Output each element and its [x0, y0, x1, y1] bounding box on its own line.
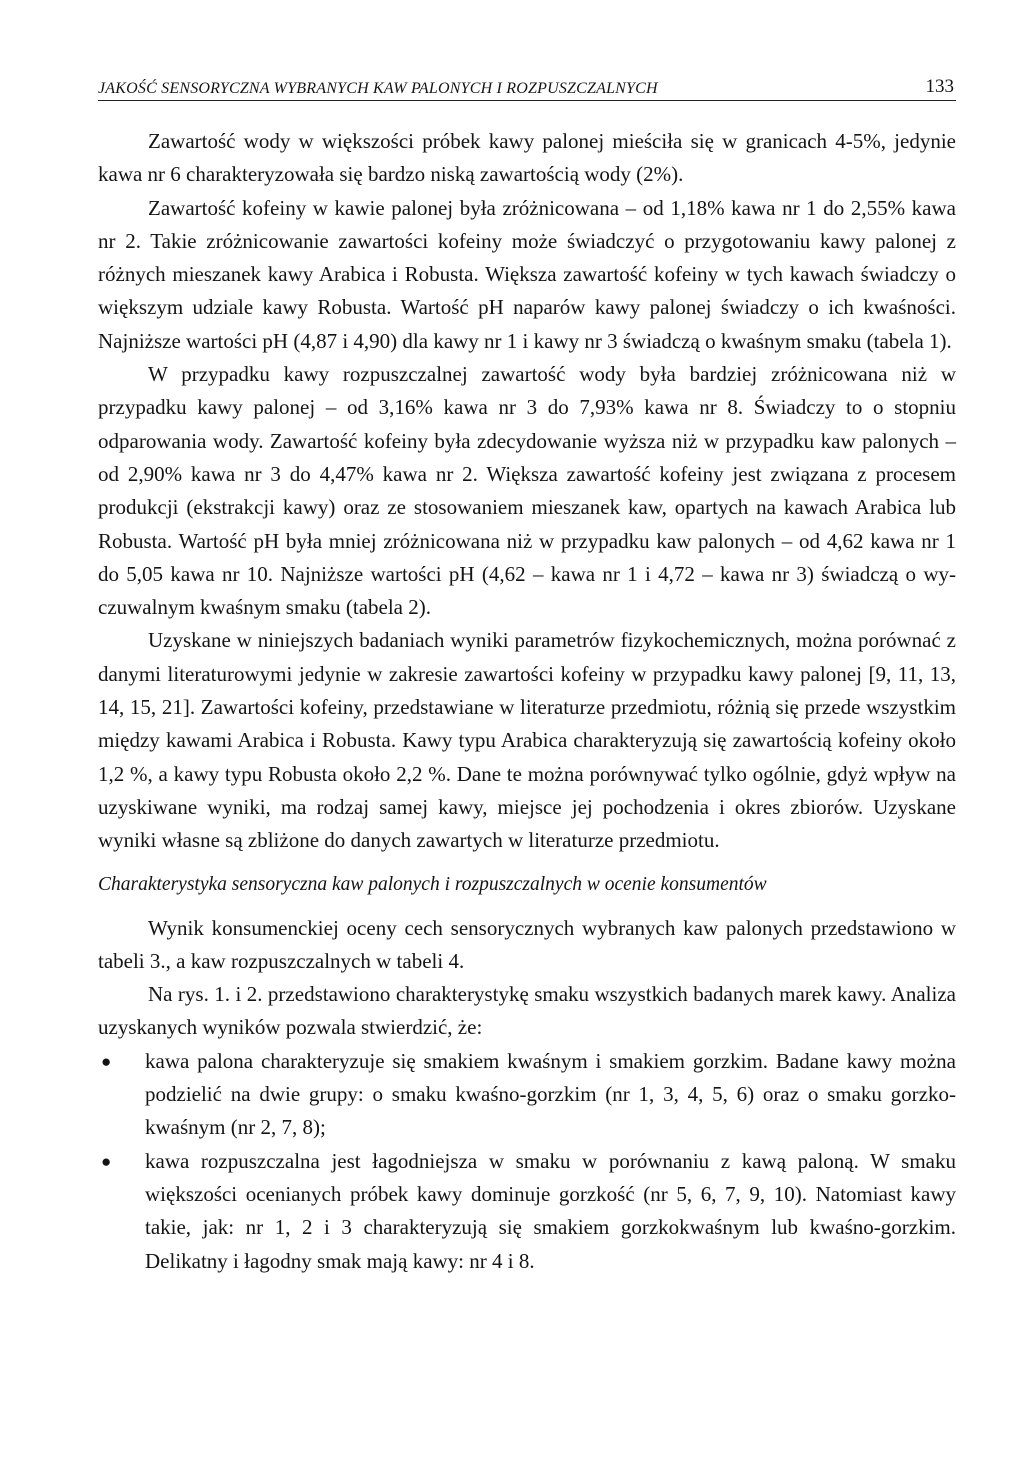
bullet-icon: ●: [101, 1151, 112, 1171]
list-item: [98, 1145, 956, 1278]
page-number: 133: [925, 76, 954, 97]
list-item-text: kawa rozpuszczalna jest łagodniejsza w smaku w porównaniu z kawą paloną. W smaku większości ocenianych próbek kawy dominuje gorzkość (nr 5, 6, 7, 9, 10). Natomiast kawy takie, jak: nr 1, 2 i 3 charakteryzują się smakiem gorzkokwaśnym lub kwaśno-gorzkim. Delikatny i łagodny smak mają kawy: nr 4 i 8.: [145, 1148, 956, 1273]
document-body: [98, 125, 956, 1278]
section-heading: Charakterystyka sensoryczna kaw palonych i rozpuszczalnych w ocenie konsumentów: [98, 873, 767, 895]
paragraph-taste-characteristics: Na rys. 1. i 2. przedstawiono charakterystykę smaku wszystkich badanych marek kawy. Analiza uzyskanych wyników pozwala stwierdzić, że:: [98, 982, 956, 1040]
list-item-text: kawa palona charakteryzuje się smakiem kwaśnym i smakiem gorzkim. Badane kawy można podzielić na dwie grupy: o smaku kwaśno-gorzkim (nr 1, 3, 4, 5, 6) oraz o smaku gorzko-kwaśnym (nr 2, 7, 8);: [145, 1048, 956, 1140]
bullet-icon: ●: [101, 1051, 112, 1071]
list-item: [98, 1045, 956, 1145]
findings-list: [98, 1045, 956, 1278]
paragraph-literature-comparison: Uzyskane w niniejszych badaniach wyniki parametrów fizykochemicznych, można porównać z danymi literaturowymi jedynie w zakresie zawartości kofeiny w przypadku kawy palonej [9, 11, 13, 14, 15, 21]. Zawartości kofeiny, przedstawiane w literaturze przedmiotu, różnią się przede wszystkim między kawami Arabica i Robusta. Kawy typu Arabica charakteryzują się zawartością kofeiny około 1,2 %, a kawy typu Robusta około 2,2 %. Dane te można porównywać tylko ogólnie, gdyż wpływ na uzyskiwane wyniki, ma rodzaj samej kawy, miejsce jej pochodzenia i okres zbiorów. Uzyskane wyniki własne są zbliżone do danych zawartych w literaturze przedmiotu.: [98, 628, 956, 853]
paragraph-water-content: Zawartość wody w większości próbek kawy palonej mieściła się w granicach 4-5%, jedynie kawa nr 6 charakteryzowała się bardzo niską zawartością wody (2%).: [98, 129, 956, 187]
paragraph-instant-coffee: W przypadku kawy rozpuszczalnej zawartość wody była bardziej zróżnicowana niż w przypadku kawy palonej – od 3,16% kawa nr 3 do 7,93% kawa nr 8. Świadczy to o stopniu odparowania wody. Zawartość kofeiny była zdecydowanie wyższa niż w przypadku kaw palonych – od 2,90% kawa nr 3 do 4,47% kawa nr 2. Większa zawartość kofeiny jest związana z procesem produkcji (ekstrakcji kawy) oraz ze stosowaniem mieszanek kaw, opartych na kawach Arabica lub Robusta. Wartość pH była mniej zróżnicowana niż w przypadku kaw palonych – od 4,62 kawa nr 1 do 5,05 kawa nr 10. Najniższe wartości pH (4,62 – kawa nr 1 i 4,72 – kawa nr 3) świadczą o wyczuwalnym kwaśnym smaku (tabela 2).: [98, 362, 956, 620]
paragraph-consumer-rating: Wynik konsumenckiej oceny cech sensorycznych wybranych kaw palonych przedstawiono w tabeli 3., a kaw rozpuszczalnych w tabeli 4.: [98, 915, 956, 973]
document-page: [98, 72, 956, 1278]
running-header: [98, 72, 956, 101]
paragraph-caffeine-roasted: Zawartość kofeiny w kawie palonej była zróżnicowana – od 1,18% kawa nr 1 do 2,55% kawa nr 2. Takie zróżnicowanie zawartości kofeiny może świadczyć o przygotowaniu kawy palonej z różnych mieszanek kawy Arabica i Robusta. Większa zawartość kofeiny w tych kawach świadczy o większym udziale kawy Robusta. Wartość pH naparów kawy palonej świadczy o ich kwaśności. Najniższe wartości pH (4,87 i 4,90) dla kawy nr 1 i kawy nr 3 świadczą o kwaśnym smaku (tabela 1).: [98, 195, 956, 353]
running-header-title: JAKOŚĆ SENSORYCZNA WYBRANYCH KAW PALONYCH I ROZPUSZCZALNYCH: [98, 80, 658, 97]
